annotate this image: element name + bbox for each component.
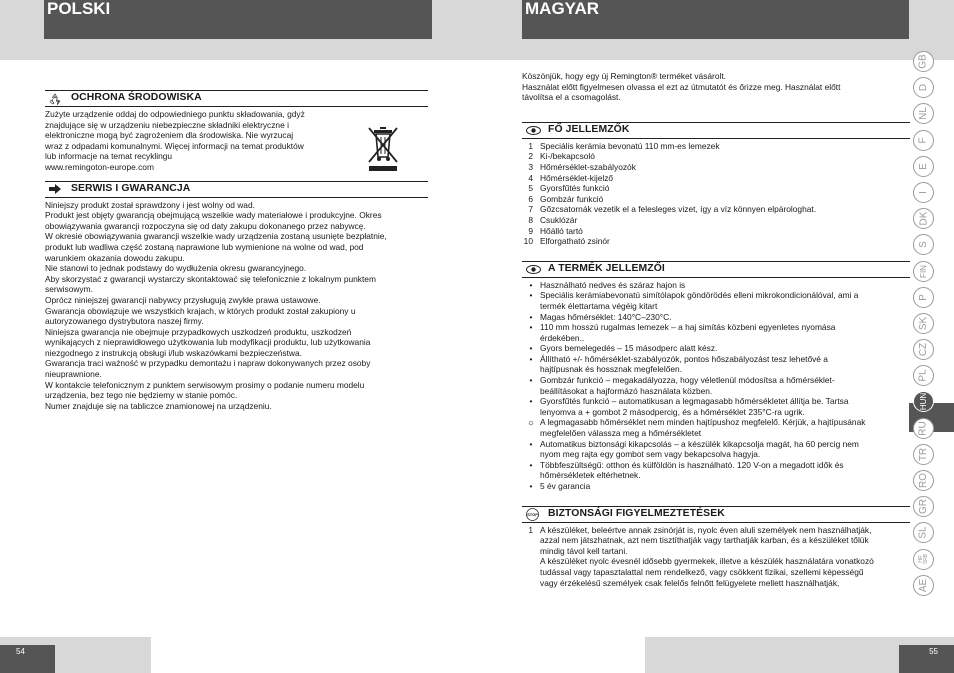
page-number-right: 55 [899,645,954,673]
item-text: Elforgatható zsinór [540,236,610,247]
tab-language-hr-srb[interactable] [913,549,934,570]
tab-label: I [918,191,929,194]
tab-language-s[interactable] [913,234,934,255]
tab-label: HR SRB [917,553,929,565]
bullet: • [529,290,533,301]
item-number [522,556,533,567]
bullet: • [529,322,533,333]
right-page-header: MAGYAR [522,0,909,39]
service-line: nieuprawnione. [45,369,102,380]
list-item [522,141,910,152]
item-number [522,546,533,557]
section-title-environment: OCHRONA ŚRODOWISKA [71,92,202,104]
service-line: produkt lub wadliwa część zostaną naprawione lub wymienione na wolne od wad, pod [45,241,364,252]
item-text: A készüléket, beleértve annak zsinórját is, nyolc éven aluli személyek nem használhatják, [540,524,872,535]
item-text: megfelelően válassza meg a hőmérsékletet [540,428,702,439]
item-text: 110 mm hosszú rugalmas lemezek – a haj simítás közbeni egyenletes nyomása [540,322,836,333]
left-page-header: POLSKI [44,0,432,39]
item-text: tudással vagy tapasztalattal nem rendelkező, vagy csökkent fizikai, szellemi képességű [540,566,864,577]
safety-list [522,523,910,589]
item-text: 5 év garancia [540,481,591,491]
list-item [522,162,910,173]
section-title-features: FŐ JELLEMZŐK [548,123,630,135]
list-item [522,428,910,439]
sun-icon: ☼ [527,417,535,428]
tab-label: CZ [918,342,929,357]
tab-language-p[interactable] [913,287,934,308]
item-text: Hőálló tartó [540,225,583,236]
bullet: • [529,311,533,322]
section-header-environment [45,90,428,107]
item-number [522,535,533,546]
list-item [522,301,910,312]
item-number: 3 [528,161,533,172]
tab-language-nl[interactable] [913,103,934,124]
item-number: 10 [523,236,533,247]
tab-label: FIN [918,264,928,278]
tab-label: P [917,293,929,301]
tab-label: F [917,137,929,144]
item-text: hajtípusnak és hossznak megfelelően. [540,364,682,375]
list-item [522,290,910,301]
list-item [522,386,910,397]
tab-language-f[interactable] [913,130,934,151]
service-line: Aby skorzystać z gwarancji wystarczy skontaktować się telefonicznie z lokalnym punktem [45,273,376,284]
service-line: Niniejszy produkt został sprawdzony i jest wolny od wad. [45,199,255,210]
tab-label: RU [917,420,929,436]
tab-label: AE [918,578,929,592]
tab-label: SK [918,316,929,331]
list-item [522,396,910,407]
list-item [522,183,910,194]
item-number: 2 [528,151,533,162]
tab-label: NL [917,107,929,121]
bullet [522,470,540,481]
tab-language-hun[interactable] [913,391,934,412]
item-number: 1 [528,140,533,151]
tab-label: S [917,241,929,249]
service-line: Produkt jest objęty gwarancją obejmującą wszelkie wady materiałowe i produkcyjne. Okres [45,210,382,221]
item-number [522,578,533,589]
tab-label: HUN [919,393,928,411]
tab-label: GB [917,54,929,69]
bullet [522,428,540,439]
service-line: W okresie obowiązywania gwarancji wszelkie wady urządzenia zostaną usunięte bezpłatnie, [45,231,387,242]
item-text: hőmérsékletek eltérhetnek. [540,470,641,481]
item-number: 7 [528,204,533,215]
list-item [522,151,910,162]
tab-language-fin[interactable] [913,261,934,282]
list-item [522,226,910,237]
bullet: • [529,343,533,354]
item-number: 5 [528,183,533,194]
list-item [522,364,910,375]
list-item [522,556,910,567]
tab-label: SL [917,526,929,539]
list-item [522,194,910,205]
service-line: Gwarancja traci ważność w przypadku demontażu i napraw dokonywanych przez osoby [45,358,371,369]
bullet: • [529,279,533,290]
bullet: • [529,481,533,491]
recycle-icon [45,91,71,106]
tab-language-ae[interactable] [913,575,934,596]
intro-line: Használat előtt figyelmesen olvassa el ezt az útmutatót és őrizze meg. Használat előtt [522,81,841,92]
item-text: Állítható +/- hőmérséklet-szabályozók, pontos hőszabályozást tesz lehetővé a [540,353,828,364]
tab-language-d[interactable] [913,77,934,98]
bullet [522,386,540,397]
list-item [522,449,910,460]
bullet [522,407,540,418]
item-number [522,567,533,578]
arrow-right-icon [45,182,71,197]
list-item [522,525,910,536]
list-item [522,460,910,471]
list-item [522,173,910,184]
item-text: Speciális kerámia bevonatú 110 mm-es lemezek [540,140,720,151]
intro-line: Köszönjük, hogy egy új Remington® terméket vásárolt. [522,71,727,81]
environment-line: lub informacje na temat recyklingu [45,151,173,162]
list-item [522,375,910,386]
item-text: vagy érzékelésű személyek csak felelős felnőtt felügyelete mellett használhatják, [540,577,840,588]
tab-language-ro[interactable] [913,470,934,491]
item-text: azzal nem játszhatnak, azt nem tisztíthatják vagy tarthatják karban, és a készüléket tőlük [540,535,869,546]
tab-language-tr[interactable] [913,444,934,465]
features-list [522,139,910,247]
list-item [522,280,910,291]
list-item [522,204,910,215]
item-text: Magas hőmérséklet: 140°C–230°C. [540,311,672,322]
environment-line: znajdujące się w urządzeniu niebezpieczne składniki elektryczne i [45,119,289,130]
bullet [522,333,540,344]
item-number: 4 [528,172,533,183]
tab-label: RO [918,473,929,488]
list-item [522,481,910,492]
list-item [522,215,910,226]
product-list [522,278,910,492]
service-line: Oprócz niniejszej gwarancji nabywcy przysługują zwykłe prawa ustawowe. [45,294,321,305]
list-item [522,439,910,450]
eye-icon [522,123,548,138]
item-text: Automatikus biztonsági kikapcsolás – a készülék kikapcsolja magát, ha 60 percig nem [540,438,859,449]
section-header-safety [522,506,910,523]
tab-label: PL [917,369,929,382]
item-text: Speciális kerámiabevonatú simítólapok göndörödés elleni mikrokondicionálóval, ami a [540,290,859,301]
item-text: Használható nedves és száraz hajon is [540,279,686,290]
stop-icon-label: STOP [527,511,538,517]
environment-line: Zużyte urządzenie oddaj do odpowiedniego punktu składowania, gdyż [45,109,305,119]
list-item [522,578,910,589]
item-text: Hőmérséklet-kijelző [540,172,614,183]
item-text: Gyors bemelegedés – 15 másodperc alatt kész. [540,343,718,354]
list-item [522,546,910,557]
tab-language-ru[interactable] [913,418,934,439]
list-item [522,535,910,546]
bullet: • [529,375,533,386]
language-tabs [913,51,935,601]
bullet: • [529,396,533,407]
item-text: A legmagasabb hőmérséklet nem minden hajtípushoz megfelelő. Kérjük, a hajtípusának [540,417,866,428]
item-number: 1 [528,524,533,535]
tab-language-sl[interactable] [913,522,934,543]
item-text: nyom meg rajta egy gombot sem vagy bekapcsolva hagyja. [540,449,761,460]
service-body [45,198,428,412]
tab-language-pl[interactable] [913,365,934,386]
tab-label: GR [918,499,929,515]
list-item [522,567,910,578]
environment-body [45,107,428,173]
list-item [522,417,910,428]
item-text: Gombzár funkció – megakadályozza, hogy véletlenül módosítsa a hőmérséklet- [540,375,835,386]
service-line: autoryzowanego dystrybutora naszej firmy. [45,316,204,327]
service-line: Gwarancja obowiązuje we wszystkich krajach, w których produkt został zakupiony u [45,305,356,316]
tab-label: E [917,162,929,170]
service-line: wynikających z nieprawidłowego użytkowania lub modyfikacji produktu, lub użytkowania [45,337,371,348]
service-line: Niniejsza gwarancja nie obejmuje przypadkowych uszkodzeń produktu, uszkodzeń [45,326,352,337]
crossed-bin-icon [366,125,400,173]
bullet: • [529,353,533,364]
item-text: beállításokat a hajformázó használata közben. [540,385,713,396]
tab-language-cz[interactable] [913,339,934,360]
tab-label: DK [918,211,929,226]
tab-language-dk[interactable] [913,208,934,229]
service-line: Numer znajduje się na tabliczce znamionowej na urządzeniu. [45,400,272,411]
list-item [522,312,910,323]
service-line: serwisowym. [45,284,93,295]
eye-icon [522,262,548,277]
item-text: Többfeszültségű: otthon és külföldön is használható. 120 V-on a megadott idők és [540,459,844,470]
item-text: mindig távol kell tartani. [540,545,628,556]
tab-language-i[interactable] [913,182,934,203]
section-header-product [522,261,910,278]
service-line: W kontakcie telefonicznym z punktem serwisowym prosimy o podanie numeru modelu [45,379,365,390]
list-item [522,407,910,418]
item-text: lenyomva a + gombot 2 másodpercig, és a hőmérséklet 235°C-ra ugrik. [540,406,805,417]
tab-language-gr[interactable] [913,496,934,517]
item-text: A készüléket nyolc évesnél idősebb gyermekek, illetve a készülék használatára vonatkozó [540,556,874,567]
tab-label: D [917,84,929,92]
item-text: Ki-/bekapcsoló [540,151,595,162]
environment-line: www.remingoton-europe.com [45,161,154,172]
section-title-product: A TERMÉK JELLEMZŐI [548,262,665,274]
list-item [522,236,910,247]
stop-sign-icon [522,507,548,522]
tab-language-e[interactable] [913,156,934,177]
bullet: • [529,459,533,470]
service-line: obowiązywania gwarancji rozpoczyna się od daty zakupu dokonanego przez nabywcę. [45,220,366,231]
left-column [45,84,428,411]
tab-language-gb[interactable] [913,51,934,72]
page-number-left: 54 [0,645,55,673]
item-text: Hőmérséklet-szabályozók [540,161,636,172]
right-column [522,71,910,588]
list-item [522,470,910,481]
list-item [522,333,910,344]
bullet [522,449,540,460]
item-text: Gyorsfűtés funkció – automatikusan a legmagasabb hőmérsékletet állítja be. Tartsa [540,396,849,407]
item-text: Gombzár funkció [540,193,604,204]
item-number: 6 [528,193,533,204]
environment-line: elektroniczne mogą być zagrożeniem dla środowiska. Nie wyrzucaj [45,130,294,141]
service-line: warunkiem okazania dowodu zakupu. [45,252,185,263]
service-line: Nie stanowi to jednak podstawy do wydłużenia okresu gwarancyjnego. [45,263,307,274]
list-item [522,354,910,365]
section-title-service: SERWIS I GWARANCJA [71,182,191,194]
section-title-safety: BIZTONSÁGI FIGYELMEZTETÉSEK [548,507,725,519]
item-text: érdekében.. [540,332,585,343]
item-text: termék élettartama végéig kitart [540,300,658,311]
tab-language-sk[interactable] [913,313,934,334]
item-text: Gőzcsatornák vezetik el a felesleges vizet, így a víz könnyen elpárologhat. [540,204,817,215]
item-number: 9 [528,225,533,236]
bullet [522,364,540,375]
service-line: niezgodnego z instrukcją obsługi i/lub wskazówkami bezpieczeństwa. [45,347,302,358]
section-header-features [522,122,910,139]
list-item [522,343,910,354]
list-item [522,322,910,333]
section-header-service [45,181,428,198]
tab-label: TR [918,447,929,461]
item-number: 8 [528,214,533,225]
bullet [522,301,540,312]
item-text: Gyorsfűtés funkció [540,183,610,194]
item-text: Csuklózár [540,214,578,225]
service-line: urządzenia, bez tego nie będziemy w stanie pomóc. [45,390,238,401]
bullet: • [529,438,533,449]
environment-line: wraz z odpadami komunalnymi. Więcej informacji na temat produktów [45,140,304,151]
intro-line: távolítsa el a csomagolást. [522,92,621,103]
intro-text [522,71,910,103]
